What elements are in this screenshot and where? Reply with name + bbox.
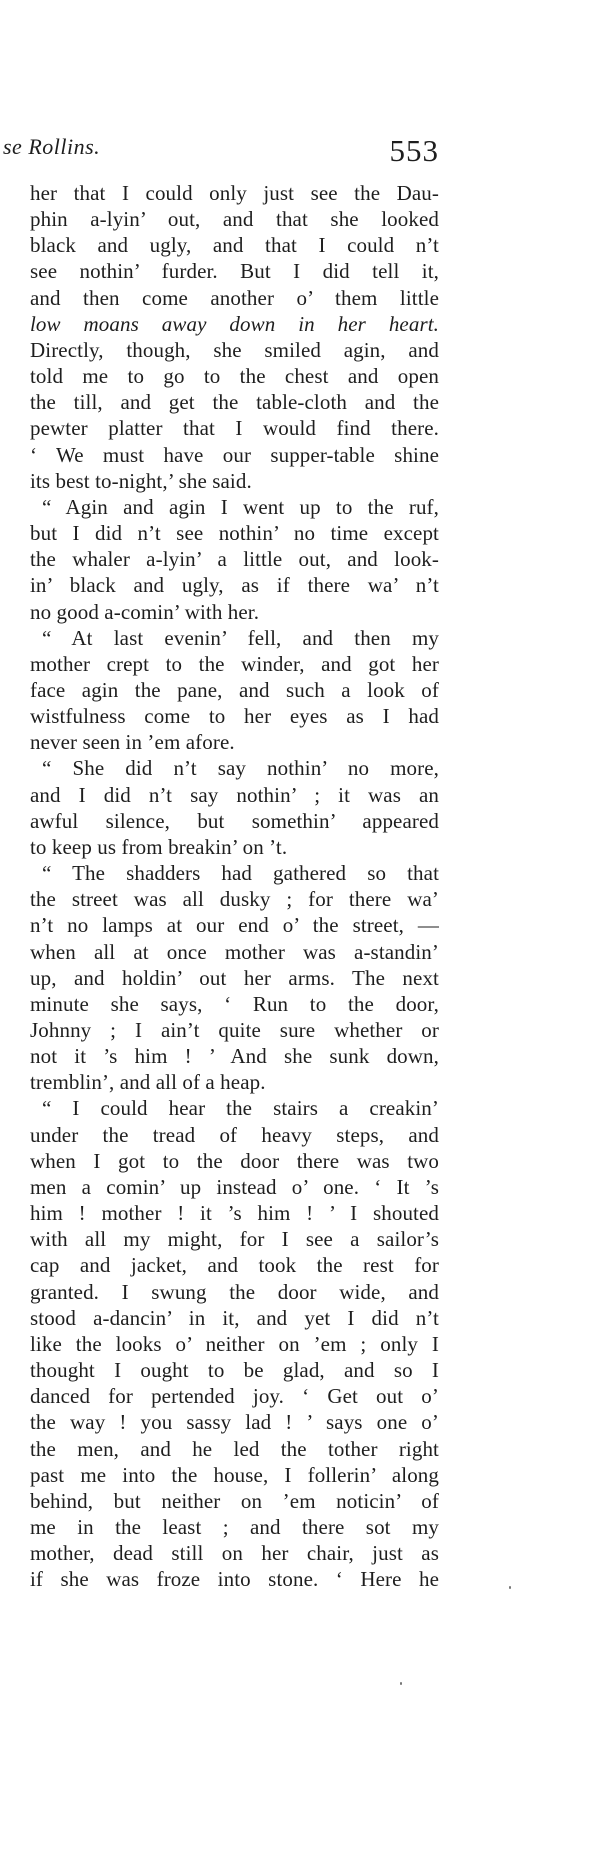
text-line: with all my might, for I see a sailor’s <box>30 1227 439 1252</box>
margin-speck <box>509 1586 511 1589</box>
text-line: not it ’s him ! ’ And she sunk down, <box>30 1044 439 1069</box>
text-line: stood a-dancin’ in it, and yet I did n’t <box>30 1305 439 1330</box>
text-line: pewter platter that I would find there. <box>30 416 439 441</box>
text-line: never seen in ’em afore. <box>30 730 235 755</box>
text-line: the men, and he led the tother right <box>30 1436 439 1461</box>
text-line: when all at once mother was a-standin’ <box>30 939 439 964</box>
body-text <box>30 180 439 1592</box>
text-line: under the tread of heavy steps, and <box>30 1122 439 1147</box>
text-line: “ She did n’t say nothin’ no more, <box>42 756 439 781</box>
text-line: up, and holdin’ out her arms. The next <box>30 965 439 990</box>
text-line: granted. I swung the door wide, and <box>30 1279 439 1304</box>
text-line: told me to go to the chest and open <box>30 364 439 389</box>
text-line: “ At last evenin’ fell, and then my <box>42 625 439 650</box>
text-line: mother, dead still on her chair, just as <box>30 1541 439 1566</box>
text-line: the whaler a-lyin’ a little out, and look- <box>30 547 439 572</box>
text-line: ‘ We must have our supper-table shine <box>30 442 439 467</box>
text-line: the way ! you sassy lad ! ’ says one o’ <box>30 1410 439 1435</box>
text-line: awful silence, but somethin’ appeared <box>30 808 439 833</box>
text-line: danced for pertended joy. ‘ Get out o’ <box>30 1384 439 1409</box>
text-line: behind, but neither on ’em noticin’ of <box>30 1488 439 1513</box>
text-line: the till, and get the table-cloth and the <box>30 390 439 415</box>
margin-speck <box>400 1682 402 1685</box>
text-line: “ I could hear the stairs a creakin’ <box>42 1096 439 1121</box>
text-line: and then come another o’ them little <box>30 285 439 310</box>
text-line: n’t no lamps at our end o’ the street, — <box>30 913 439 938</box>
text-line: her that I could only just see the Dau- <box>30 181 439 205</box>
text-line: no good a-comin’ with her. <box>30 599 260 624</box>
text-line: men a comin’ up instead o’ one. ‘ It ’s <box>30 1174 439 1199</box>
text-line: black and ugly, and that I could n’t <box>30 233 439 258</box>
text-line: “ Agin and agin I went up to the ruf, <box>42 494 439 519</box>
text-line: him ! mother ! it ’s him ! ’ I shouted <box>30 1201 439 1226</box>
running-head: se Rollins. <box>3 134 101 159</box>
text-line: mother crept to the winder, and got her <box>30 651 439 676</box>
text-line: Directly, though, she smiled agin, and <box>30 337 439 362</box>
text-line: past me into the house, I follerin’ along <box>30 1462 439 1487</box>
text-line: tremblin’, and all of a heap. <box>30 1070 266 1095</box>
page-header <box>0 120 447 168</box>
text-line: wistfulness come to her eyes as I had <box>30 704 439 729</box>
text-line: minute she says, ‘ Run to the door, <box>30 991 439 1016</box>
text-line: and I did n’t say nothin’ ; it was an <box>30 782 439 807</box>
text-line: but I did n’t see nothin’ no time except <box>30 521 439 546</box>
text-line: me in the least ; and there sot my <box>30 1514 439 1539</box>
text-line: thought I ought to be glad, and so I <box>30 1358 439 1383</box>
text-line: see nothin’ furder. But I did tell it, <box>30 259 439 284</box>
text-line: low moans away down in her heart. <box>30 311 439 336</box>
text-line: its best to-night,’ she said. <box>30 468 252 493</box>
text-line: to keep us from breakin’ on ’t. <box>30 834 288 859</box>
text-line: Johnny ; I ain’t quite sure whether or <box>30 1018 439 1042</box>
page-number: 553 <box>389 133 439 168</box>
text-line: if she was froze into stone. ‘ Here he <box>30 1567 439 1592</box>
text-line: like the looks o’ neither on ’em ; only I <box>30 1331 439 1356</box>
text-line: “ The shadders had gathered so that <box>42 861 439 886</box>
text-line: in’ black and ugly, as if there wa’ n’t <box>30 573 439 598</box>
text-line: face agin the pane, and such a look of <box>30 677 439 702</box>
text-line: the street was all dusky ; for there wa’ <box>30 887 439 912</box>
text-line: phin a-lyin’ out, and that she looked <box>30 207 439 232</box>
text-line: cap and jacket, and took the rest for <box>30 1253 439 1278</box>
text-line: when I got to the door there was two <box>30 1148 439 1173</box>
